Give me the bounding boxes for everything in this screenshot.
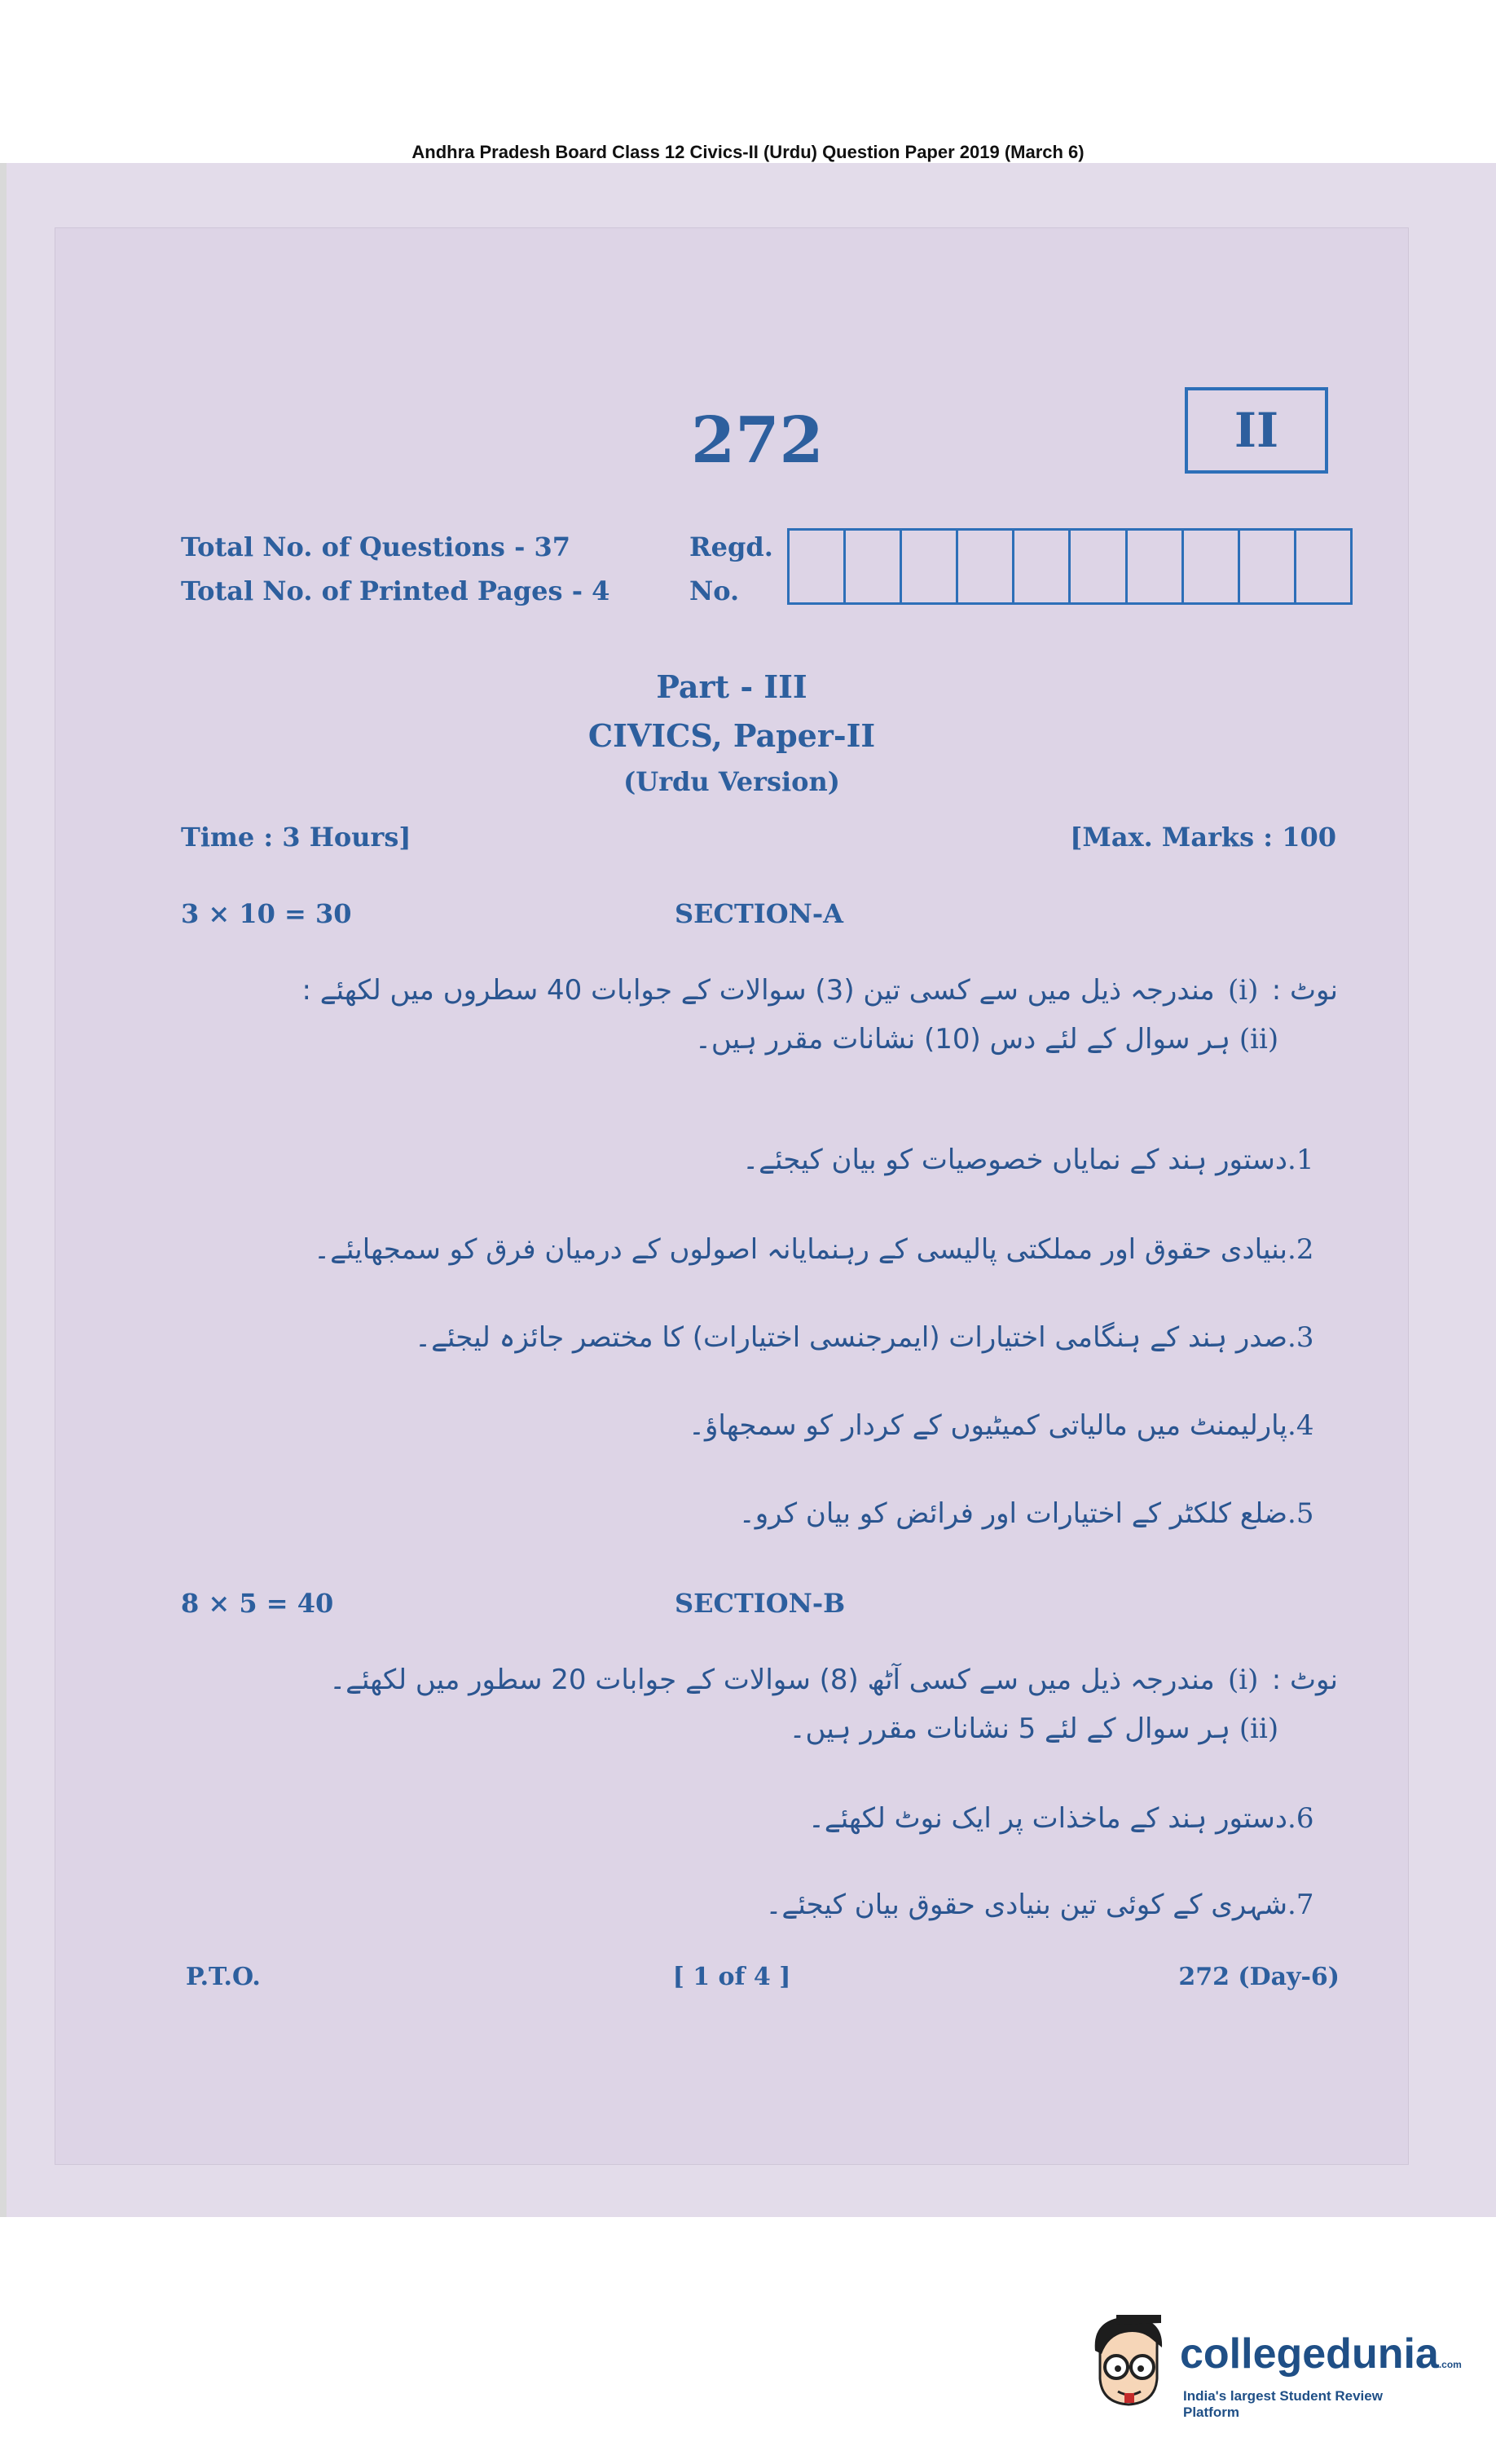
note-i-text: مندرجہ ذیل میں سے کسی تین (3) سوالات کے جوابات 40 سطروں میں لکھئے : [301,974,1215,1007]
question-4 [689,1408,1338,1442]
logo-wordmark: collegedunia.com [1180,2330,1462,2378]
reg-cell [790,531,846,602]
section-b-marks: 8 × 5 = 40 [181,1588,334,1619]
question-text: شہری کے کوئی تین بنیادی حقوق بیان کیجئے۔ [765,1889,1287,1921]
reg-cell [902,531,958,602]
question-text: پارلیمنٹ میں مالیاتی کمیٹیوں کے کردار کو سمجھاؤ۔ [689,1409,1287,1442]
note-i-number: (i) [1227,974,1259,1007]
regd-label: Regd. [689,531,773,562]
version-heading: (Urdu Version) [623,766,840,797]
question-7 [765,1888,1338,1921]
question-number: 2. [1287,1233,1314,1266]
reg-cell [1240,531,1296,602]
section-a-note-ii [695,1022,1338,1056]
time-allowed: Time : 3 Hours] [181,822,411,853]
registration-number-boxes [787,528,1353,605]
question-number: 7. [1287,1889,1314,1921]
note-label: نوٹ : [1271,1664,1338,1696]
question-3 [415,1320,1338,1354]
scan-edge [0,163,7,2217]
reg-cell [1296,531,1350,602]
note-i-number: (i) [1227,1664,1259,1696]
question-2 [314,1232,1338,1266]
note-ii-text: ہر سوال کے لئے 5 نشانات مقرر ہیں۔ [789,1712,1230,1745]
reg-cell [1184,531,1240,602]
question-5 [739,1496,1338,1530]
total-pages: Total No. of Printed Pages - 4 [181,575,610,606]
section-b-title: SECTION-B [675,1588,846,1619]
question-number: 1. [1287,1144,1314,1176]
logo-tagline: India's largest Student Review Platform [1183,2388,1383,2420]
reg-cell [846,531,902,602]
section-a-note-i [301,973,1338,1007]
max-marks: [Max. Marks : 100 [1070,822,1336,853]
paper-code-day: 272 (Day-6) [1178,1963,1340,1991]
question-text: صدر ہند کے ہنگامی اختیارات (ایمرجنسی اختیارات) کا مختصر جائزہ لیجئے۔ [415,1321,1287,1354]
page-number: [ 1 of 4 ] [672,1963,791,1991]
section-a-title: SECTION-A [675,898,843,929]
paper-set: II [1234,403,1279,458]
reg-cell [958,531,1014,602]
section-b-note-i [329,1663,1338,1696]
question-text: دستور ہند کے نمایاں خصوصیات کو بیان کیجئے۔ [742,1144,1287,1176]
scanned-page [7,163,1496,2217]
note-ii-number: (ii) [1239,1023,1279,1056]
question-number: 5. [1287,1497,1314,1530]
reg-cell [1128,531,1184,602]
question-paper-sheet [55,228,1408,2164]
reg-cell [1014,531,1071,602]
regd-no-label: No. [689,575,740,606]
question-number: 3. [1287,1321,1314,1354]
question-1 [742,1143,1338,1176]
question-text: دستور ہند کے ماخذات پر ایک نوٹ لکھئے۔ [807,1802,1287,1835]
paper-set-box [1185,387,1328,474]
part-heading: Part - III [656,668,807,705]
logo-suffix: .com [1438,2359,1462,2370]
section-b-note-ii [790,1712,1338,1745]
note-ii-text: ہر سوال کے لئے دس (10) نشانات مقرر ہیں۔ [695,1023,1230,1056]
note-ii-number: (ii) [1239,1712,1279,1745]
reg-cell [1071,531,1127,602]
note-label: نوٹ : [1271,974,1338,1007]
question-text: بنیادی حقوق اور مملکتی پالیسی کے رہنمایانہ اصولوں کے درمیان فرق کو سمجھایئے۔ [314,1233,1287,1266]
question-number: 6. [1287,1802,1314,1835]
question-number: 4. [1287,1409,1314,1442]
section-a-marks: 3 × 10 = 30 [181,898,352,929]
question-text: ضلع کلکٹر کے اختیارات اور فرائض کو بیان کرو۔ [738,1497,1287,1530]
pto-label: P.T.O. [186,1963,261,1991]
question-6 [808,1801,1338,1835]
subject-heading: CIVICS, Paper-II [587,717,876,754]
collegedunia-logo [1084,2315,1462,2421]
paper-code: 272 [691,403,824,478]
student-mascot-icon [1084,2315,1173,2413]
total-questions: Total No. of Questions - 37 [181,531,571,562]
note-i-text: مندرجہ ذیل میں سے کسی آٹھ (8) سوالات کے جوابات 20 سطور میں لکھئے۔ [329,1664,1215,1696]
page-header-title: Andhra Pradesh Board Class 12 Civics-II (Urdu) Question Paper 2019 (March 6) [411,142,1085,162]
